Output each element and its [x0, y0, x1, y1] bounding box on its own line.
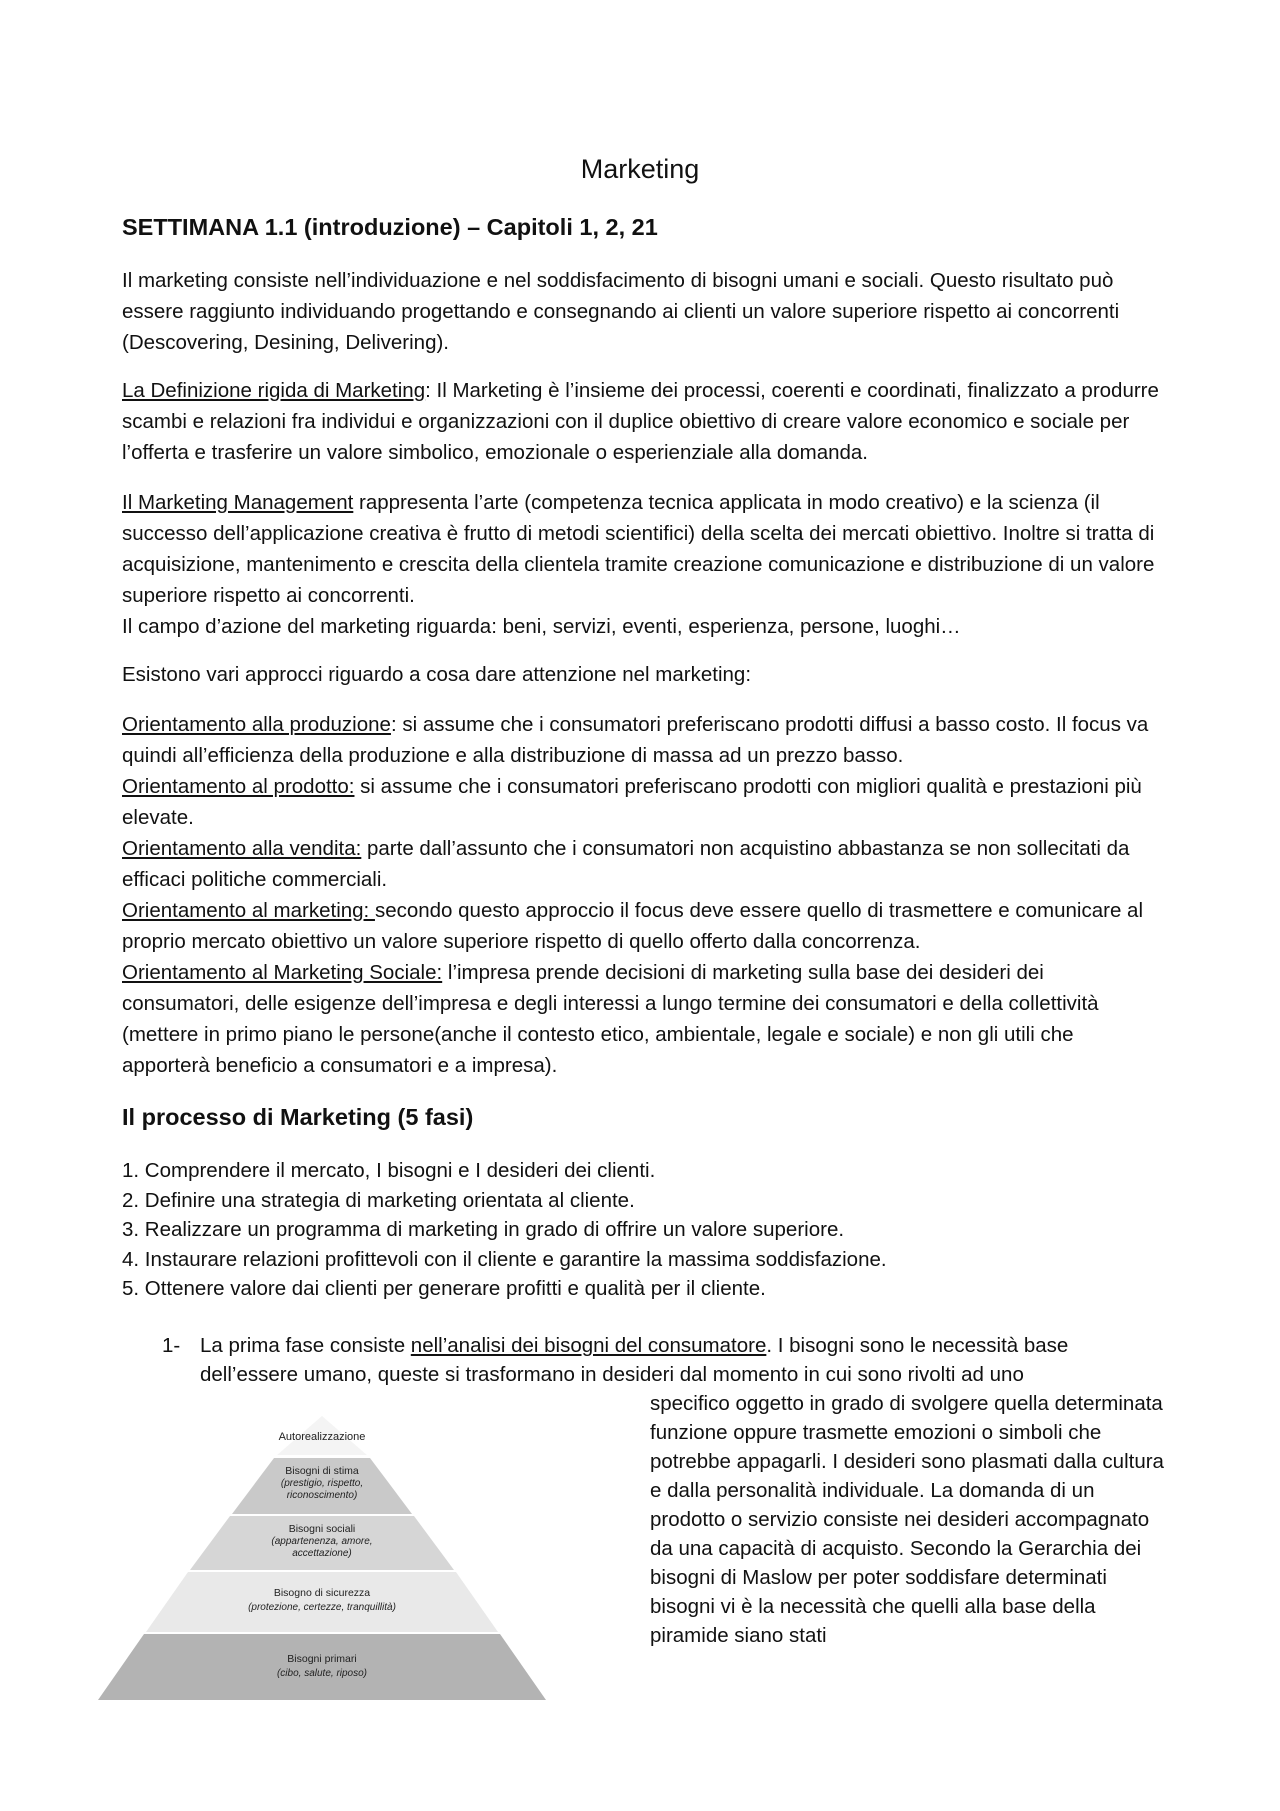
orientation-sales	[122, 833, 1162, 895]
process-step: 3. Realizzare un programma di marketing in grado di offrire un valore superiore.	[122, 1218, 845, 1241]
orientation-text: secondo questo approccio il focus deve essere quello di trasmettere e comunicare al proprio mercato obiettivo un valore superiore rispetto di quello offerto dalla concorrenza.	[122, 899, 1143, 953]
section-heading: SETTIMANA 1.1 (introduzione) – Capitoli 1, 2, 21	[122, 214, 658, 240]
orientation-text: si assume che i consumatori preferiscano prodotti con migliori qualità e prestazioni più elevate.	[122, 775, 1142, 829]
orientation-term: Orientamento al prodotto:	[122, 775, 355, 798]
process-step: 2. Definire una strategia di marketing orientata al cliente.	[122, 1188, 635, 1212]
orientation-social	[122, 957, 1162, 1081]
orientation-term: Orientamento alla vendita:	[122, 837, 362, 860]
orientation-production	[122, 709, 1162, 771]
management-term: Il Marketing Management	[122, 491, 354, 514]
pyramid-sublabel: (cibo, salute, riposo)	[276, 1668, 368, 1679]
process-steps	[122, 1156, 887, 1304]
orientation-text: parte dall’assunto che i consumatori non acquistino abbastanza se non sollecitati da efficaci politiche commerciali.	[122, 837, 1130, 891]
pyramid-label: Bisogni primari	[287, 1653, 357, 1665]
orientation-text: l’impresa prende decisioni di marketing sulla base dei desideri dei consumatori, delle esigenze dell’impresa e degli interessi a lungo termine dei consumatori e della collettività (mettere in primo piano le persone(anche il contesto etico, ambientale, legale e sociale) e non gli utili che apporterà beneficio a consumatori e a impresa).	[122, 961, 1099, 1077]
document-title: Marketing	[580, 154, 700, 184]
orientations-list	[122, 709, 1162, 1081]
orientation-marketing	[122, 895, 1162, 957]
process-step: 4. Instaurare relazioni profittevoli con il cliente e garantire la massima soddisfazione.	[122, 1247, 887, 1271]
maslow-pyramid	[92, 1408, 552, 1708]
orientation-term: Orientamento al marketing:	[122, 899, 375, 922]
list-item-text: . I bisogni sono le necessità base dell’essere umano, queste si trasformano in desideri dal momento in cui sono rivolti ad uno	[200, 1334, 1069, 1386]
management-text: rappresenta l’arte (competenza tecnica applicata in modo creativo) e la scienza (il successo dell’applicazione creativa è frutto di metodi scientifici) della scelta dei mercati obiettivo. Inoltre si tratta di acquisizione, mantenimento e crescita della clientela tramite creazione comunicazione e distribuzione di un valore superiore rispetto ai concorrenti.	[122, 491, 1155, 607]
intro-paragraph: Il marketing consiste nell’individuazione e nel soddisfacimento di bisogni umani e sociali. Questo risultato può essere raggiunto individuando progettando e consegnando ai clienti un valore superiore rispetto ai concorrenti (Descovering, Desining, Delivering).	[122, 269, 1120, 354]
pyramid-sublabel: (protezione, certezze, tranquillità)	[248, 1602, 396, 1613]
orientation-product	[122, 771, 1162, 833]
pyramid-level-primari	[98, 1634, 546, 1700]
list-item-term: nell’analisi dei bisogni del consumatore	[410, 1334, 767, 1357]
maslow-paragraph: specifico oggetto in grado di svolgere quella determinata funzione oppure trasmette emozioni o simboli che potrebbe appagarli. I desideri sono plasmati dalla cultura e dalla personalità individuale. La domanda di un prodotto o servizio consiste nei desideri accompagnato da una capacità di acquisto. Secondo la Gerarchia dei bisogni di Maslow per poter soddisfare determinati bisogni vi è la necessità che quelli alla base della piramide siano stati	[650, 1392, 1164, 1647]
process-step: 5. Ottenere valore dai clienti per generare profitti e qualità per il cliente.	[122, 1277, 766, 1300]
process-heading: Il processo di Marketing (5 fasi)	[122, 1104, 474, 1130]
pyramid-sublabel: (prestigio, rispetto, riconoscimento)	[280, 1478, 364, 1501]
list-item-body	[200, 1331, 1160, 1389]
management-paragraph	[122, 487, 1162, 642]
pyramid-label: Bisogno di sicurezza	[273, 1587, 371, 1599]
process-step: 1. Comprendere il mercato, I bisogni e I desideri dei clienti.	[122, 1159, 656, 1182]
pyramid-label: Bisogni sociali	[288, 1523, 356, 1535]
list-item-number: 1-	[162, 1334, 181, 1357]
definition-paragraph	[122, 375, 1162, 468]
orientation-term: Orientamento alla produzione	[122, 713, 391, 736]
pyramid-label: Bisogni di stima	[285, 1465, 359, 1477]
orientation-text: : si assume che i consumatori preferiscano prodotti diffusi a basso costo. Il focus va quindi all’efficienza della produzione e alla distribuzione di massa ad un prezzo basso.	[122, 713, 1149, 767]
pyramid-sublabel: (appartenenza, amore, accettazione)	[271, 1536, 373, 1559]
list-item-prefix: La prima fase consiste	[200, 1334, 411, 1357]
definition-term: La Definizione rigida di Marketing	[122, 379, 426, 402]
orientation-term: Orientamento al Marketing Sociale:	[122, 961, 443, 984]
pyramid-label: Autorealizzazione	[278, 1431, 366, 1443]
approaches-intro: Esistono vari approcci riguardo a cosa dare attenzione nel marketing:	[122, 663, 752, 686]
management-scope: Il campo d’azione del marketing riguarda: beni, servizi, eventi, esperienza, persone, luoghi…	[122, 615, 961, 638]
definition-text: : Il Marketing è l’insieme dei processi, coerenti e coordinati, finalizzato a produrre scambi e relazioni fra individui e organizzazioni con il duplice obiettivo di creare valore economico e sociale per l’offerta e trasferire un valore simbolico, emozionale o esperienziale alla domanda.	[122, 379, 1159, 464]
